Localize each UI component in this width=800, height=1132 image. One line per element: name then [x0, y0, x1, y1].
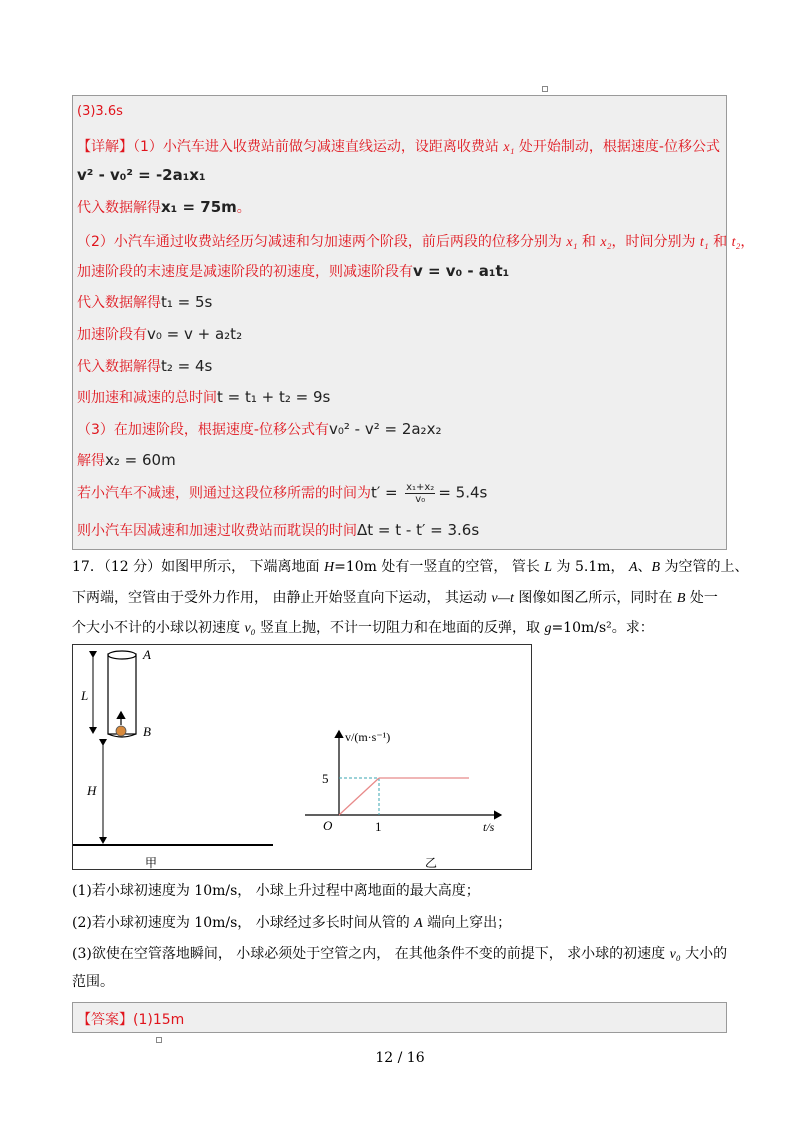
- label-B: B: [143, 724, 151, 739]
- vt-ramp: [339, 778, 379, 815]
- decel-phase-line: 加速阶段的末速度是减速阶段的初速度，则减速阶段有v = v₀ - a₁t₁: [77, 262, 510, 280]
- ball: [116, 726, 126, 736]
- part2-intro-line: （2）小汽车通过收费站经历匀减速和匀加速两个阶段，前后两段的位移分别为 x₁ 和 x₂，时间分别为 t₁ 和 t₂，: [77, 234, 755, 250]
- answer-box: [72, 1002, 727, 1033]
- tick-y-5: 5: [322, 771, 329, 786]
- answer-label: 【答案】: [77, 1012, 133, 1028]
- subquestion-1: (1)若小球初速度为 10m/s， 小球上升过程中离地面的最大高度；: [72, 883, 480, 899]
- subquestion-3-cont: 范围。: [72, 974, 114, 990]
- detail-line: 【详解】（1）小汽车进入收费站前做匀减速直线运动，设距离收费站 x₁ 处开始制动，根据速度-位移公式: [77, 139, 720, 155]
- subquestion-2: (2)若小球初速度为 10m/s， 小球经过多长时间从管的 A 端向上穿出；: [72, 915, 512, 931]
- formula-v2: v² - v₀² = -2a₁x₁: [77, 166, 206, 184]
- part3-formula-line: （3）在加速阶段，根据速度-位移公式有v₀² - v² = 2a₂x₂: [77, 420, 442, 438]
- solve-x2-line: 解得x₂ = 60m: [77, 451, 176, 469]
- vt-graph: [305, 730, 501, 869]
- caption-jia: 甲: [145, 856, 158, 869]
- origin-label: O: [323, 818, 333, 833]
- label-H: H: [87, 783, 97, 798]
- paragraph-mark-bottom: [156, 1037, 162, 1043]
- tube-top-ellipse: [108, 651, 136, 659]
- label-L: L: [81, 688, 89, 703]
- no-decel-time-line: 若小汽车不减速，则通过这段位移所需的时间为t′ = $\frac{\text{x₁+x₂}}{\text{v₀}}$ = 5.4s: [77, 482, 488, 505]
- figure-svg: [73, 645, 531, 869]
- delay-time-line: 则小汽车因减速和加速过收费站而耽误的时间Δt = t - t′ = 3.6s: [77, 521, 480, 539]
- question-line-3: 个大小不计的小球以初速度 v₀ 竖直上抛，不计一切阻力和在地面的反弹，取 g=10m/s²。求：: [72, 620, 654, 636]
- solution-box: [72, 95, 755, 550]
- answer-line-3: (3)3.6s: [77, 104, 123, 119]
- paragraph-mark-top: [542, 86, 548, 92]
- caption-yi: 乙: [425, 856, 438, 869]
- question-line-1: 17．（12 分）如图甲所示， 下端离地面 H=10m 处有一竖直的空管， 管长 L 为 5.1m， A、B 为空管的上、: [72, 559, 749, 575]
- fraction: $\frac{\text{x₁+x₂}}{\text{v₀}}$: [406, 482, 435, 505]
- figure-box: [72, 644, 532, 870]
- detail-label: 【详解】: [77, 139, 133, 155]
- tick-x-1: 1: [375, 819, 382, 834]
- accel-phase-line: 加速阶段有v₀ = v + a₂t₂: [77, 325, 243, 343]
- x-axis-label: t/s: [483, 820, 495, 834]
- tube: [108, 654, 136, 734]
- solve-t1-line: 代入数据解得t₁ = 5s: [77, 293, 213, 311]
- question-line-2: 下两端，空管由于受外力作用， 由静止开始竖直向下运动， 其运动 v—t 图像如图乙所示，同时在 B 处一: [72, 590, 718, 606]
- solve-x1-line: 代入数据解得x₁ = 75m。: [77, 198, 251, 216]
- page-number: 12 / 16: [375, 1050, 425, 1066]
- subquestion-3: (3)欲使在空管落地瞬间， 小球必须处于空管之内， 在其他条件不变的前提下， 求小球的初速度 v₀ 大小的: [72, 946, 728, 962]
- label-A: A: [143, 647, 151, 662]
- y-axis-label: v/(m·s⁻¹): [345, 730, 391, 744]
- solve-t2-line: 代入数据解得t₂ = 4s: [77, 357, 213, 375]
- tube-diagram: [73, 647, 273, 869]
- answer-value: (1)15m: [133, 1012, 185, 1028]
- total-time-line: 则加速和减速的总时间t = t₁ + t₂ = 9s: [77, 388, 331, 406]
